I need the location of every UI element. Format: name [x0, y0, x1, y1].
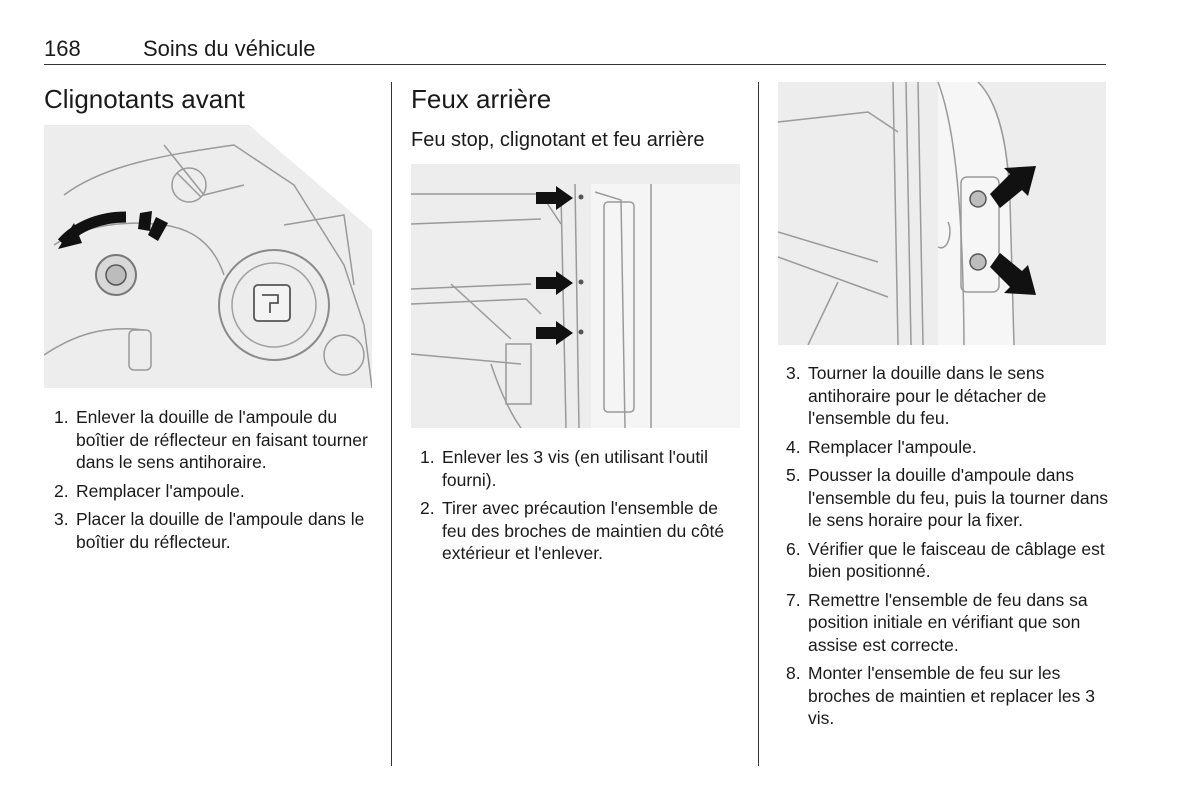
- step-number: 5.: [786, 465, 801, 485]
- front-indicator-figure: [44, 125, 372, 388]
- step-number: 7.: [786, 589, 801, 610]
- subsection-heading: Feu stop, clignotant et feu arrière: [411, 129, 705, 151]
- list-item: [54, 480, 384, 503]
- step-text: Enlever les 3 vis (en utilisant l'outil fourni).: [442, 447, 708, 490]
- section-heading-rear-lamps: Feux arrière: [411, 84, 552, 114]
- list-item: [786, 662, 1111, 730]
- list-item: [54, 406, 384, 474]
- column-divider-2: [758, 82, 759, 766]
- list-item: [420, 497, 745, 565]
- step-text: Remplacer l'ampoule.: [808, 436, 977, 457]
- front-indicator-bulb-icon: [44, 125, 372, 388]
- step-text: Placer la douille de l'ampoule dans le boîtier du réflecteur.: [76, 509, 365, 552]
- step-text: Tourner la douille dans le sens antihoraire pour le détacher de l'ensemble du feu.: [808, 363, 1047, 428]
- list-item: [786, 538, 1111, 583]
- step-text: Monter l'ensemble de feu sur les broches de maintien et replacer les 3 vis.: [808, 663, 1095, 728]
- step-number: 3.: [54, 509, 69, 529]
- step-number: 3.: [786, 363, 801, 383]
- list-item: [786, 589, 1111, 657]
- step-number: 2.: [54, 480, 69, 501]
- list-item: [786, 464, 1111, 532]
- column-divider-1: [391, 82, 392, 766]
- rear-lamp-steps-part-2: [786, 362, 1111, 736]
- page-number: 168: [44, 36, 81, 61]
- front-indicator-steps: [54, 406, 384, 559]
- list-item: [420, 446, 745, 491]
- step-number: 1.: [54, 407, 69, 427]
- rear-lamp-screws-icon: [411, 164, 740, 428]
- step-number: 2.: [420, 498, 435, 518]
- step-text: Tirer avec précaution l'ensemble de feu des broches de maintien du côté extérieur et l'enlever.: [442, 498, 725, 563]
- step-text: Enlever la douille de l'ampoule du boîtier de réflecteur en faisant tourner dans le sens antihoraire.: [76, 407, 368, 472]
- step-number: 8.: [786, 663, 801, 683]
- rear-lamp-steps-part-1: [420, 446, 745, 571]
- section-heading-front-indicators: Clignotants avant: [44, 84, 245, 114]
- section-title: Soins du véhicule: [143, 36, 316, 61]
- step-text: Vérifier que le faisceau de câblage est bien positionné.: [808, 538, 1105, 581]
- header-rule: [44, 64, 1106, 65]
- rear-lamp-sockets-figure: [778, 82, 1106, 345]
- step-number: 6.: [786, 538, 801, 559]
- step-text: Remplacer l'ampoule.: [76, 480, 245, 501]
- rear-lamp-screws-figure: [411, 164, 740, 428]
- list-item: [54, 508, 384, 553]
- rear-lamp-sockets-icon: [778, 82, 1106, 345]
- step-number: 4.: [786, 436, 801, 457]
- list-item: [786, 436, 1111, 459]
- list-item: [786, 362, 1111, 430]
- step-number: 1.: [420, 447, 435, 467]
- step-text: Pousser la douille d'ampoule dans l'ensemble du feu, puis la tourner dans le sens horaire pour la fixer.: [808, 465, 1109, 530]
- step-text: Remettre l'ensemble de feu dans sa position initiale en vérifiant que son assise est correcte.: [808, 589, 1088, 655]
